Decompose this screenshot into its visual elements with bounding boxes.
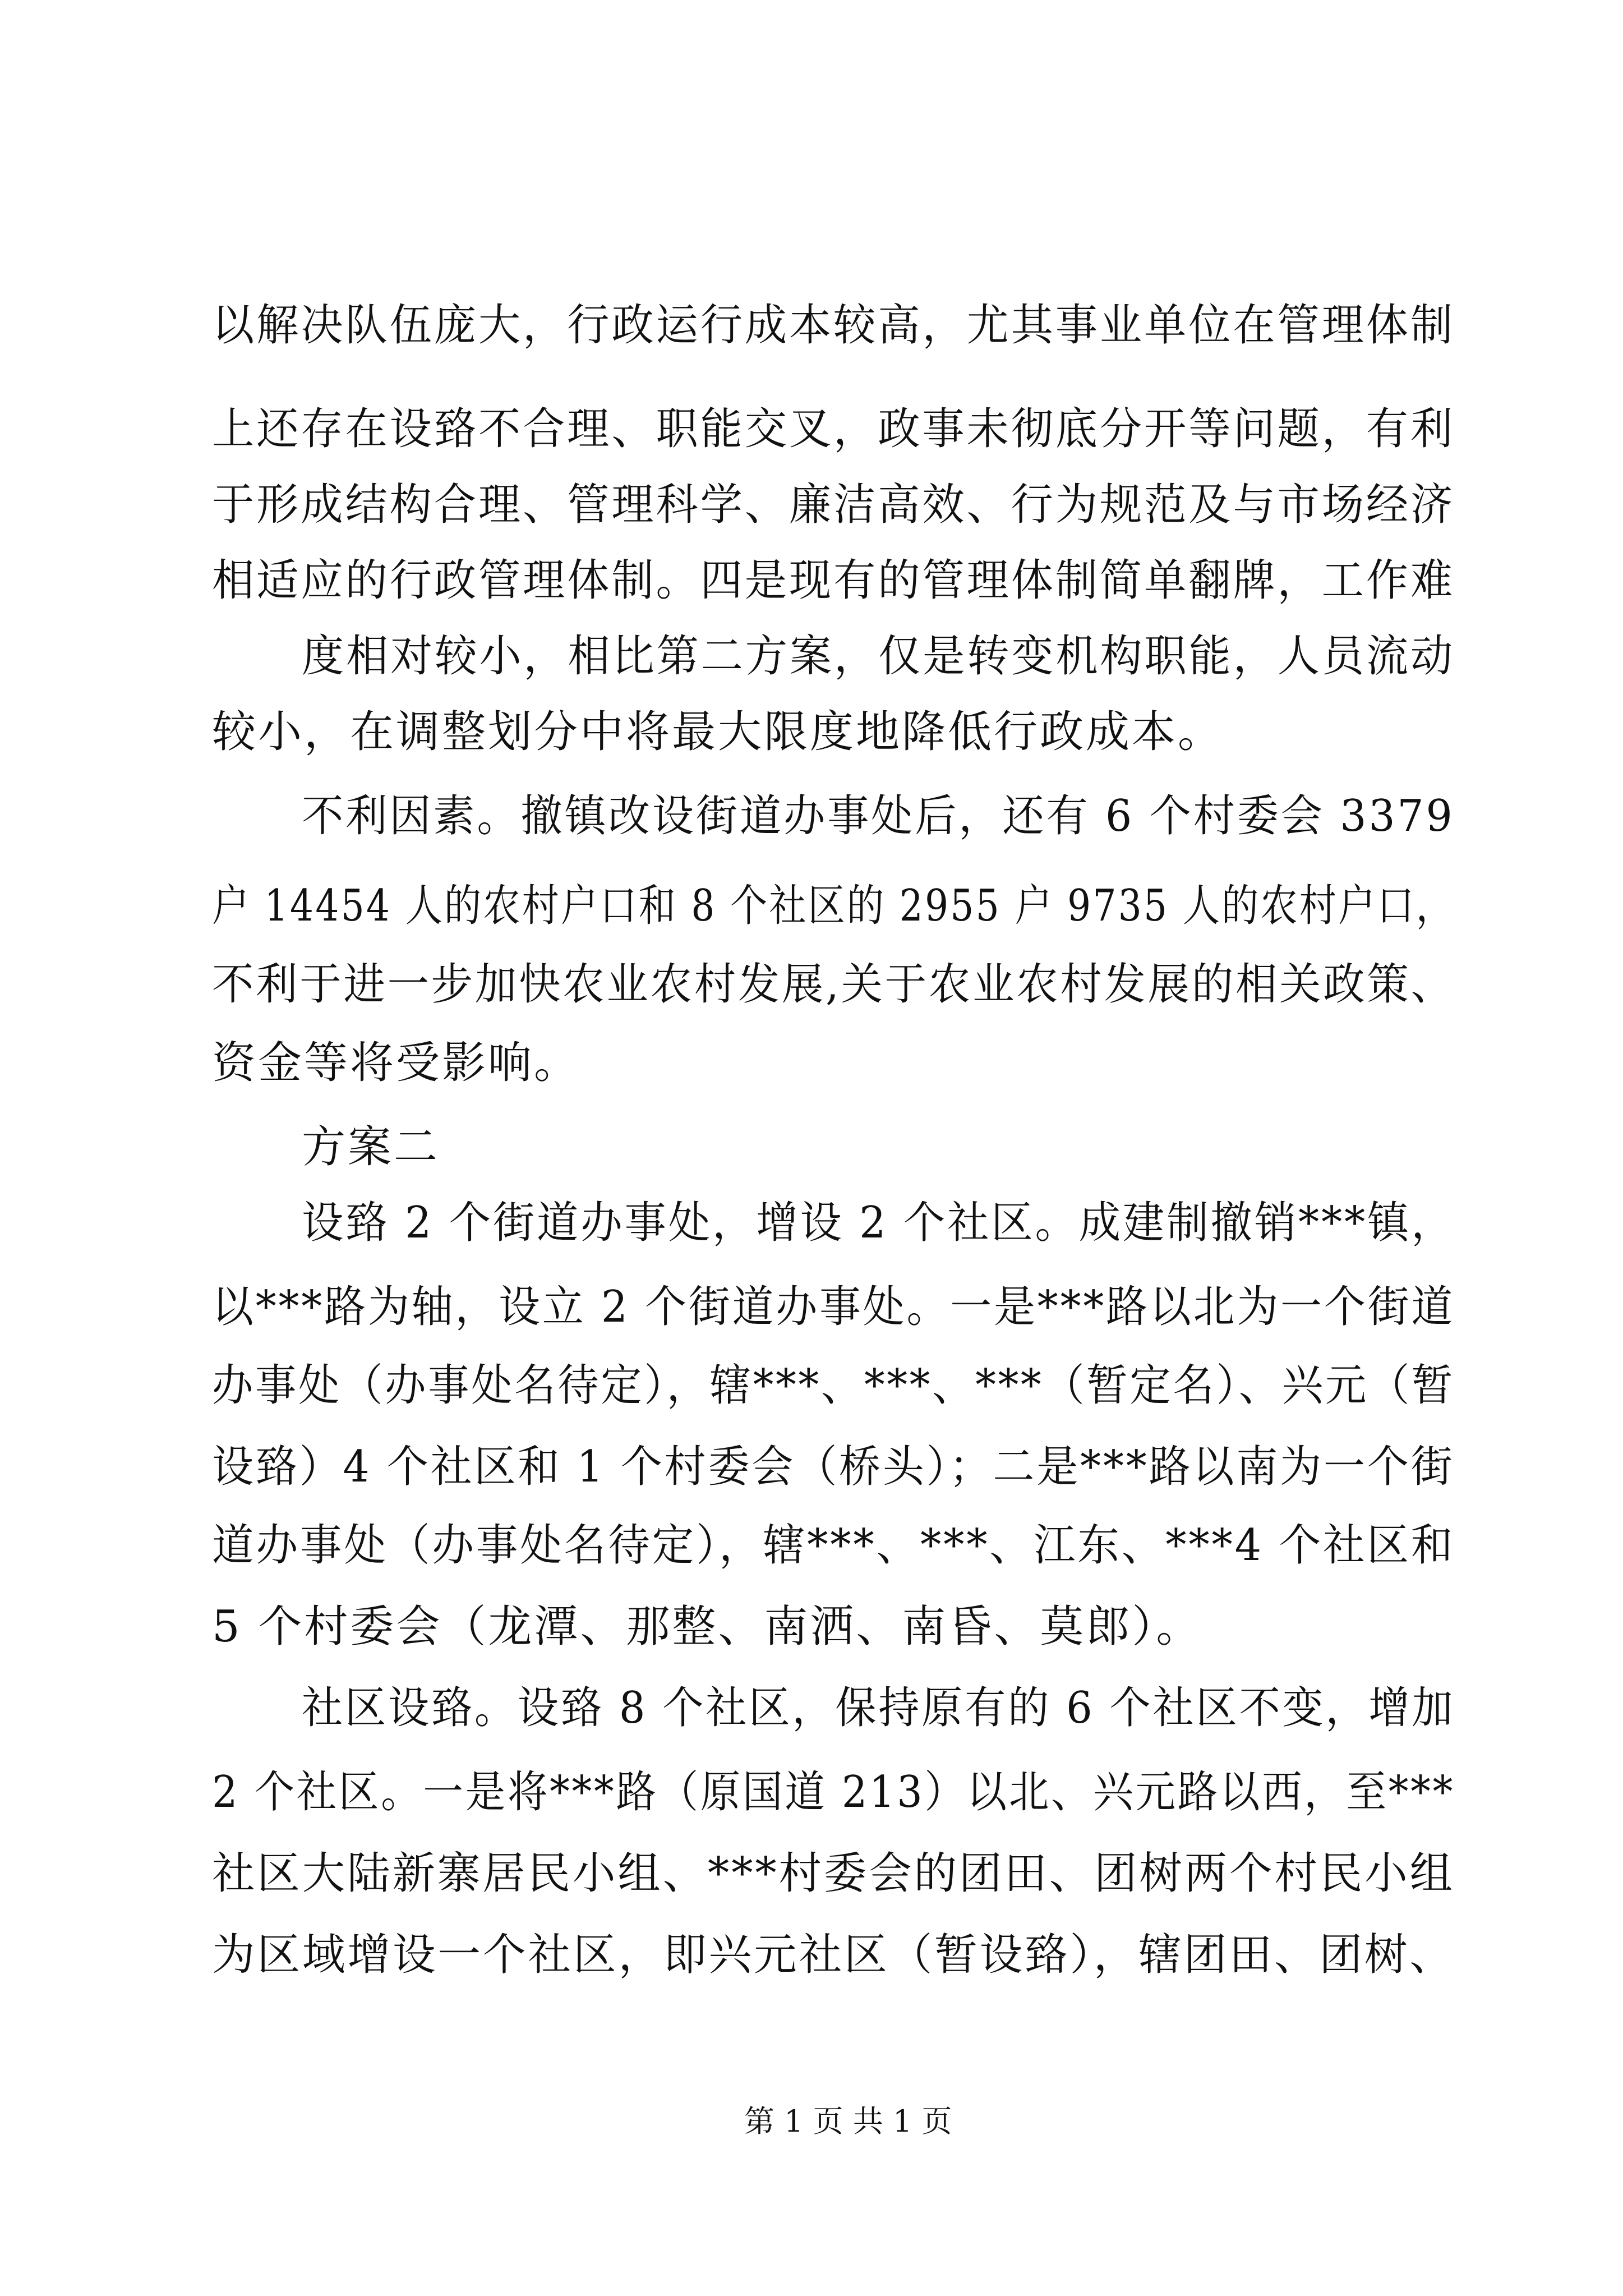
body-line: 2 个社区。一是将***路（原国道 213）以北、兴元路以西，至*** [212,1767,1455,1818]
body-line: 上还存在设臵不合理、职能交叉，政事未彻底分开等问题，有利 [212,404,1455,454]
body-line: 户 14454 人的农村户口和 8 个社区的 2955 户 9735 人的农村户口， [212,881,1455,931]
body-line: 社区设臵。设臵 8 个社区，保持原有的 6 个社区不变，增加 [302,1683,1455,1733]
body-line: 以***路为轴，设立 2 个街道办事处。一是***路以北为一个街道 [212,1282,1455,1332]
body-line: 不利因素。撤镇改设街道办事处后，还有 6 个村委会 3379 [302,791,1455,841]
body-line: 社区大陆新寨居民小组、***村委会的团田、团树两个村民小组 [212,1848,1455,1899]
body-line: 为区域增设一个社区，即兴元社区（暂设臵），辖团田、团树、 [212,1930,1455,1980]
body-line: 于形成结构合理、管理科学、廉洁高效、行为规范及与市场经济 [212,480,1455,530]
body-line: 不利于进一步加快农业农村发展,关于农业农村发展的相关政策、 [212,959,1455,1010]
body-line: 设臵 2 个街道办事处，增设 2 个社区。成建制撤销***镇， [302,1198,1455,1248]
body-line: 设臵）4 个社区和 1 个村委会（桥头）；二是***路以南为一个街 [212,1442,1455,1492]
body-line: 以解决队伍庞大，行政运行成本较高，尤其事业单位在管理体制 [212,300,1455,351]
section-heading: 方案二 [302,1122,440,1172]
body-line: 资金等将受影响。 [212,1038,580,1088]
body-line: 道办事处（办事处名待定），辖***、***、江东、***4 个社区和 [212,1520,1455,1571]
body-line: 较小，在调整划分中将最大限度地降低行政成本。 [212,707,1224,757]
page-footer: 第 1 页 共 1 页 [744,2104,952,2139]
body-line: 办事处（办事处名待定），辖***、***、***（暂定名）、兴元（暂 [212,1360,1455,1411]
body-line: 相适应的行政管理体制。四是现有的管理体制简单翻牌，工作难 [212,555,1455,606]
body-line: 度相对较小，相比第二方案，仅是转变机构职能，人员流动 [302,631,1455,682]
body-line: 5 个村委会（龙潭、那整、南洒、南昏、莫郎）。 [212,1602,1202,1652]
